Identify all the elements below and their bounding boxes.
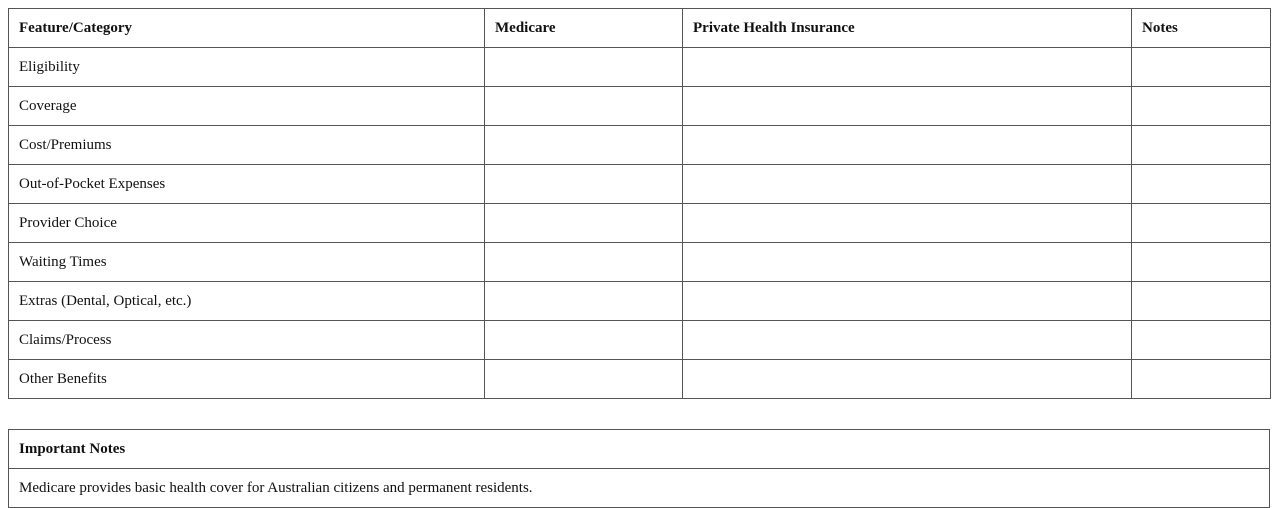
feature-cell: Other Benefits <box>9 360 485 399</box>
private-cell[interactable] <box>683 126 1132 165</box>
table-row <box>9 282 1271 321</box>
private-cell[interactable] <box>683 243 1132 282</box>
table-row <box>9 48 1271 87</box>
medicare-cell[interactable] <box>485 321 683 360</box>
table-header-row <box>9 9 1271 48</box>
medicare-cell[interactable] <box>485 360 683 399</box>
private-cell[interactable] <box>683 282 1132 321</box>
private-cell[interactable] <box>683 321 1132 360</box>
feature-cell: Provider Choice <box>9 204 485 243</box>
feature-cell: Cost/Premiums <box>9 126 485 165</box>
notes-header-row <box>9 430 1270 469</box>
table-row <box>9 165 1271 204</box>
notes-cell[interactable] <box>1132 321 1271 360</box>
table-row <box>9 321 1271 360</box>
table-row <box>9 87 1271 126</box>
important-notes-table <box>8 429 1270 508</box>
notes-cell[interactable] <box>1132 243 1271 282</box>
important-note-item: Medicare provides basic health cover for Australian citizens and permanent residents. <box>9 469 1270 508</box>
medicare-cell[interactable] <box>485 243 683 282</box>
feature-cell: Extras (Dental, Optical, etc.) <box>9 282 485 321</box>
header-feature-category: Feature/Category <box>9 9 485 48</box>
header-notes: Notes <box>1132 9 1271 48</box>
medicare-cell[interactable] <box>485 282 683 321</box>
header-private-health-insurance: Private Health Insurance <box>683 9 1132 48</box>
private-cell[interactable] <box>683 360 1132 399</box>
notes-cell[interactable] <box>1132 360 1271 399</box>
comparison-table <box>8 8 1271 399</box>
private-cell[interactable] <box>683 204 1132 243</box>
feature-cell: Claims/Process <box>9 321 485 360</box>
notes-cell[interactable] <box>1132 282 1271 321</box>
private-cell[interactable] <box>683 48 1132 87</box>
header-medicare: Medicare <box>485 9 683 48</box>
important-notes-heading: Important Notes <box>9 430 1270 469</box>
table-row <box>9 243 1271 282</box>
notes-cell[interactable] <box>1132 126 1271 165</box>
private-cell[interactable] <box>683 165 1132 204</box>
medicare-cell[interactable] <box>485 165 683 204</box>
private-cell[interactable] <box>683 87 1132 126</box>
medicare-cell[interactable] <box>485 48 683 87</box>
notes-cell[interactable] <box>1132 48 1271 87</box>
feature-cell: Eligibility <box>9 48 485 87</box>
medicare-cell[interactable] <box>485 87 683 126</box>
feature-cell: Out-of-Pocket Expenses <box>9 165 485 204</box>
table-row <box>9 204 1271 243</box>
notes-cell[interactable] <box>1132 204 1271 243</box>
medicare-cell[interactable] <box>485 126 683 165</box>
table-row <box>9 126 1271 165</box>
medicare-cell[interactable] <box>485 204 683 243</box>
table-row <box>9 360 1271 399</box>
notes-row <box>9 469 1270 508</box>
notes-cell[interactable] <box>1132 87 1271 126</box>
feature-cell: Coverage <box>9 87 485 126</box>
notes-cell[interactable] <box>1132 165 1271 204</box>
feature-cell: Waiting Times <box>9 243 485 282</box>
